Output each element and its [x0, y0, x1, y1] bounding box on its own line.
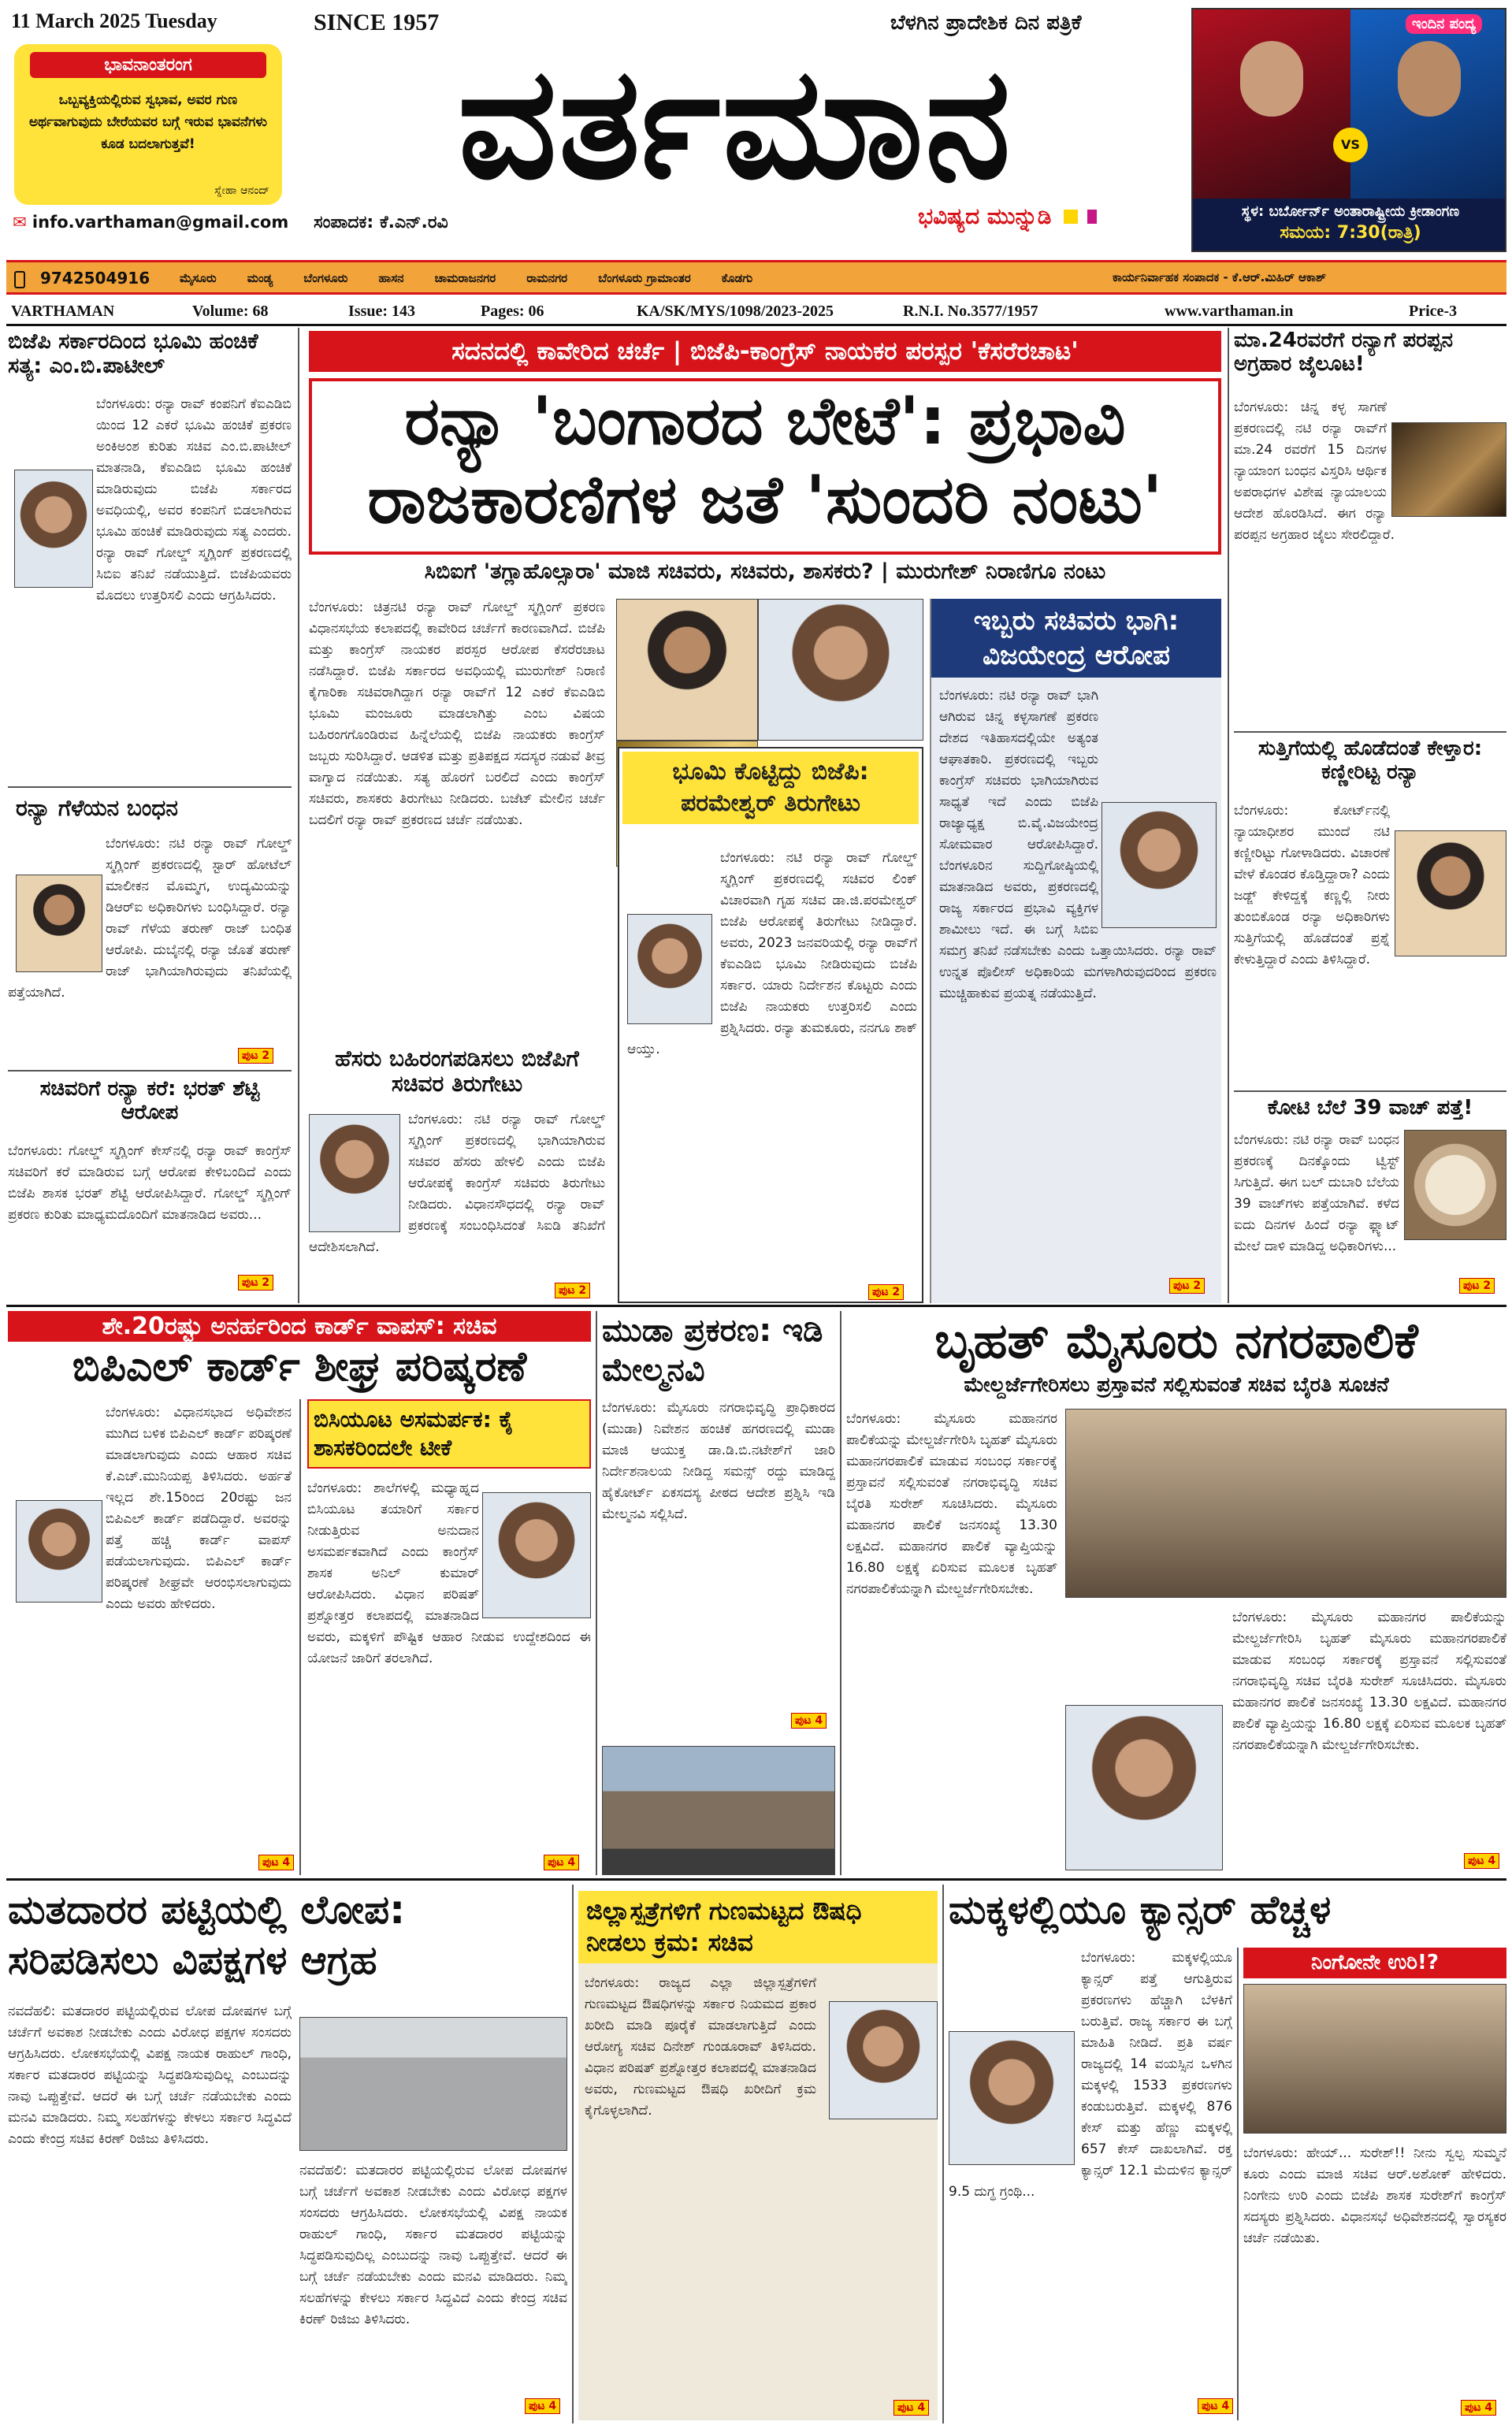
newspaper-title: ವರ್ತಮಾನ	[458, 34, 1012, 214]
quote-box	[14, 44, 282, 205]
medicine-photo-spacer	[816, 1973, 931, 2115]
masthead-motto	[918, 203, 1097, 230]
left-pg-link[interactable]: ಪುಟ 2	[238, 1048, 273, 1064]
bisiyoota-body	[307, 1478, 591, 1856]
muda-building-photo	[602, 1746, 835, 1875]
left-story-2-headline: ರನ್ಯಾ ಗೆಳೆಯನ ಬಂಧನ	[16, 795, 178, 821]
editor-name: ಸಂಪಾದಕ: ಕೆ.ಎನ್.ರವಿ	[314, 213, 448, 232]
info-bar	[6, 298, 1506, 326]
parameshwar-box	[618, 747, 923, 1303]
left-story-2-body	[8, 834, 292, 1046]
vijayendra-photo-spacer	[1098, 685, 1217, 922]
lead-subhead: ಸಿಬಿಐಗೆ 'ತಗ್ಲಾಹೊಲ್ಸಾರಾ' ಮಾಜಿ ಸಚಿವರು, ಸಚಿವರು, ಶಾಸಕರು? | ಮುರುಗೇಶ್ ನಿರಾಣಿಗೂ ನಂಟು	[424, 559, 1106, 584]
muda-headline: ಮುಡಾ ಪ್ರಕರಣ: ಇಡಿ ಮೇಲ್ಮನವಿ	[602, 1313, 823, 1388]
right-column	[1234, 329, 1506, 1298]
medicine-story	[578, 1891, 938, 2420]
left-story-3-body: ಬೆಂಗಳೂರು: ಗೋಲ್ಡ್ ಸ್ಮಗ್ಲಿಂಗ್ ಕೇಸ್‌ನಲ್ಲಿ ರನ್ಯಾ ರಾವ್ ಕಾಂಗ್ರೆಸ್ ಸಚಿವರಿಗೆ ಕರೆ ಮಾಡಿರುವ ಬಗ್ಗೆ ಆರೋಪ ಕೇಳಿಬಂದಿದೆ ಎಂದು ಬಿಜೆಪಿ ಶಾಸಕ ಭರತ್ ಶೆಟ್ಟಿ ಆರೋಪಿಸಿದ್ದಾರೆ. ಗೋಲ್ಡ್ ಸ್ಮಗ್ಲಿಂಗ್ ಪ್ರಕರಣ ಕುರಿತು ಮಾಧ್ಯಮದೊಂದಿಗೆ ಮಾತನಾಡಿದ ಅವರು...	[8, 1143, 292, 1223]
nav-phone[interactable]	[14, 269, 150, 288]
phone-icon	[14, 271, 25, 288]
row3-divider-1	[572, 1885, 574, 2423]
left-divider-2	[8, 1070, 292, 1072]
vijayendra-body	[939, 685, 1217, 1292]
right-story-3-photo-spacer	[1399, 1130, 1506, 1240]
vijayendra-text: ಬೆಂಗಳೂರು: ನಟಿ ರನ್ಯಾ ರಾವ್ ಭಾಗಿ ಆಗಿರುವ ಚಿನ್ನ ಕಳ್ಳಸಾಗಣೆ ಪ್ರಕರಣ ದೇಶದ ಇತಿಹಾಸದಲ್ಲಿಯೇ ಅತ್ಯಂತ ಆಘಾತಕಾರಿ. ಪ್ರಕರಣದಲ್ಲಿ ಇಬ್ಬರು ಕಾಂಗ್ರೆಸ್ ಸಚಿವರು ಭಾಗಿಯಾಗಿರುವ ಸಾಧ್ಯತೆ ಇದೆ ಎಂದು ಬಿಜೆಪಿ ರಾಜ್ಯಾಧ್ಯಕ್ಷ ಬಿ.ವೈ.ವಿಜಯೇಂದ್ರ ಸೋಮವಾರ ಆರೋಪಿಸಿದ್ದಾರೆ. ಬೆಂಗಳೂರಿನ ಸುದ್ದಿಗೋಷ್ಠಿಯಲ್ಲಿ ಮಾತನಾಡಿದ ಅವರು, ಪ್ರಕರಣದಲ್ಲಿ ರಾಜ್ಯ ಸರ್ಕಾರದ ಪ್ರಭಾವಿ ವ್ಯಕ್ತಿಗಳ ಶಾಮೀಲು ಇದೆ. ಈ ಬಗ್ಗೆ ಸಿಬಿಐ ಸಮಗ್ರ ತನಿಖೆ ನಡೆಸಬೇಕು ಎಂದು ಒತ್ತಾಯಿಸಿದರು. ರನ್ಯಾ ರಾವ್ ಉನ್ನತ ಪೊಲೀಸ್ ಅಧಿಕಾರಿಯ ಮಗಳಾಗಿರುವುದರಿಂದ ಪ್ರಕರಣ ಮುಚ್ಚಿಹಾಕುವ ಪ್ರಯತ್ನ ನಡೆಯುತ್ತಿದೆ.	[939, 688, 1217, 1001]
bpl-story	[8, 1311, 591, 1875]
since-label: SINCE 1957	[314, 9, 440, 35]
row2-divider-1	[596, 1311, 597, 1875]
bisiyoota-text: ಬೆಂಗಳೂರು: ಶಾಲೆಗಳಲ್ಲಿ ಮಧ್ಯಾಹ್ನದ ಬಿಸಿಯೂಟ ತಯಾರಿಗೆ ಸರ್ಕಾರ ನೀಡುತ್ತಿರುವ ಅನುದಾನ ಅಸಮರ್ಪಕವಾಗಿದೆ ಎಂದು ಕಾಂಗ್ರೆಸ್ ಶಾಸಕ ಅನಿಲ್ ಕುಮಾರ್ ಆರೋಪಿಸಿದರು. ವಿಧಾನ ಪರಿಷತ್ ಪ್ರಶ್ನೋತ್ತರ ಕಲಾಪದಲ್ಲಿ ಮಾತನಾಡಿದ ಅವರು, ಮಕ್ಕಳಿಗೆ ಪೌಷ್ಟಿಕ ಆಹಾರ ನೀಡುವ ಉದ್ದೇಶದಿಂದ ಈ ಯೋಜನೆ ಜಾರಿಗೆ ತರಲಾಗಿದೆ.	[307, 1480, 591, 1666]
mysuru-headline: ಬೃಹತ್ ಮೈಸೂರು ನಗರಪಾಲಿಕೆ	[934, 1312, 1418, 1369]
medicine-text: ಬೆಂಗಳೂರು: ರಾಜ್ಯದ ಎಲ್ಲಾ ಜಿಲ್ಲಾಸ್ಪತ್ರೆಗಳಿಗೆ ಗುಣಮಟ್ಟದ ಔಷಧಿಗಳನ್ನು ಸರ್ಕಾರ ನಿಯಮದ ಪ್ರಕಾರ ಖರೀದಿ ಮಾಡಿ ಪೂರೈಕೆ ಮಾಡಲಾಗುತ್ತಿದೆ ಎಂದು ಆರೋಗ್ಯ ಸಚಿವ ದಿನೇಶ್ ಗುಂಡೂರಾವ್ ತಿಳಿಸಿದರು. ವಿಧಾನ ಪರಿಷತ್ ಪ್ರಶ್ನೋತ್ತರ ಕಲಾಪದಲ್ಲಿ ಮಾತನಾಡಿದ ಅವರು, ಗುಣಮಟ್ಟದ ಔಷಧಿ ಖರೀದಿಗೆ ಕ್ರಮ ಕೈಗೊಳ್ಳಲಾಗಿದೆ.	[585, 1975, 816, 2119]
quote-box-author: ಸ್ನೇಹಾ ಆನಂದ್	[214, 184, 269, 197]
cancer-body	[949, 1948, 1232, 2419]
bisiyoota-headline: ಬಿಸಿಯೂಟ ಅಸಮರ್ಪಕ: ಕೈ ಶಾಸಕರಿಂದಲೇ ಟೀಕೆ	[307, 1399, 591, 1469]
mysuru-story	[846, 1311, 1506, 1875]
right-story-2-text: ಬೆಂಗಳೂರು: ಕೋರ್ಟ್‌ನಲ್ಲಿ ನ್ಯಾಯಾಧೀಶರ ಮುಂದೆ ನಟಿ ಕಣ್ಣೀರಿಟ್ಟು ಗೋಳಾಡಿದರು. ವಿಚಾರಣೆ ವೇಳೆ ಕೊಂಡರ ಕೊಡ್ತಿದ್ದಾರಾ? ಎಂದು ಜಡ್ಜ್ ಕೇಳಿದ್ದಕ್ಕೆ ಕಣ್ಣಲ್ಲಿ ನೀರು ತುಂಬಿಕೊಂಡ ರನ್ಯಾ ಅಧಿಕಾರಿಗಳು ಸುತ್ತಿಗೆಯಲ್ಲಿ ಹೊಡೆದಂತೆ ಪ್ರಶ್ನೆ ಕೇಳುತ್ತಿದ್ದಾರೆ ಎಂದು ತಿಳಿಸಿದ್ದಾರೆ.	[1234, 803, 1390, 968]
left-column	[8, 329, 292, 1298]
cricket-ad[interactable]	[1191, 8, 1506, 252]
lead-headline-box	[309, 378, 1221, 555]
info-volume: Volume: 68	[192, 303, 269, 320]
ad-header: ಇಂದಿನ ಪಂದ್ಯ	[1406, 14, 1482, 34]
ad-face-left	[1240, 41, 1303, 117]
voters-headline-2: ಸರಿಪಡಿಸಲು ವಿಪಕ್ಷಗಳ ಆಗ್ರಹ	[8, 1937, 377, 1983]
right-divider-2	[1234, 1090, 1506, 1092]
ninge-pg[interactable]: ಪುಟ 4	[1461, 2400, 1496, 2416]
section-rule-1	[6, 1305, 1506, 1307]
info-name: VARTHAMAN	[11, 303, 115, 320]
nav-bar	[6, 260, 1506, 295]
column-divider	[298, 328, 299, 1303]
mysuru-pg[interactable]: ಪುಟ 4	[1464, 1853, 1499, 1869]
byrathi-photo	[1065, 1705, 1223, 1870]
lead-headline-line-2: ರಾಜಕಾರಣಿಗಳ ಜತೆ 'ಸುಂದರಿ ನಂಟು'	[367, 461, 1163, 538]
right-story-2-headline: ಸುತ್ತಿಗೆಯಲ್ಲಿ ಹೊಡೆದಂತೆ ಕೇಳ್ತಾರ: ಕಣ್ಣೀರಿಟ್ಟ ರನ್ಯಾ	[1258, 737, 1483, 784]
assembly-photo	[1243, 1984, 1506, 2134]
parameshwar-photo-spacer	[627, 848, 720, 1034]
right-story-3-headline: ಕೋಟಿ ಬೆಲೆ 39 ವಾಚ್ ಪತ್ತೆ!	[1267, 1096, 1473, 1120]
right-story-1-body	[1234, 397, 1506, 728]
cancer-photo-spacer	[949, 1948, 1081, 2170]
right-column-divider	[1228, 328, 1229, 1303]
bpl-pg[interactable]: ಪುಟ 4	[258, 1855, 294, 1870]
email-contact[interactable]	[13, 213, 288, 232]
nav-item-bengaluru[interactable]: ಬೆಂಗಳೂರು	[303, 271, 348, 285]
ninge-story	[1243, 1948, 1506, 2420]
bpl-text: ಬೆಂಗಳೂರು: ವಿಧಾನಸಭಾದ ಅಧಿವೇಶನ ಮುಗಿದ ಬಳಿಕ ಬಿಪಿಎಲ್ ಕಾರ್ಡ್ ಪರಿಷ್ಕರಣೆ ಮಾಡಲಾಗುವುದು ಎಂದು ಆಹಾರ ಸಚಿವ ಕೆ.ಎಚ್.ಮುನಿಯಪ್ಪ ತಿಳಿಸಿದರು. ಅರ್ಹತೆ ಇಲ್ಲದ ಶೇ.15ರಿಂದ 20ರಷ್ಟು ಜನ ಬಿಪಿಎಲ್ ಕಾರ್ಡ್ ಪಡೆದಿದ್ದಾರೆ. ಅವರನ್ನು ಪತ್ತೆ ಹಚ್ಚಿ ಕಾರ್ಡ್ ವಾಪಸ್ ಪಡೆಯಲಾಗುವುದು. ಬಿಪಿಎಲ್ ಕಾರ್ಡ್ ಪರಿಷ್ಕರಣೆ ಶೀಘ್ರವೇ ಆರಂಭಿಸಲಾಗುವುದು ಎಂದು ಅವರು ಹೇಳಿದರು.	[106, 1405, 292, 1612]
parameshwar-box-text: ಬೆಂಗಳೂರು: ನಟಿ ರನ್ಯಾ ರಾವ್ ಗೋಲ್ಡ್ ಸ್ಮಗ್ಲಿಂಗ್ ಪ್ರಕರಣದಲ್ಲಿ ಸಚಿವರ ಲಿಂಕ್ ವಿಚಾರವಾಗಿ ಗೃಹ ಸಚಿವ ಡಾ.ಜಿ.ಪರಮೇಶ್ವರ್ ಬಿಜೆಪಿ ಆರೋಪಕ್ಕೆ ತಿರುಗೇಟು ನೀಡಿದ್ದಾರೆ. ಅವರು, 2023 ಜನವರಿಯಲ್ಲಿ ರನ್ಯಾ ರಾವ್‌ಗೆ ಕೆಐಎಡಿಬಿ ಭೂಮಿ ನೀಡಿರುವುದು ಬಿಜೆಪಿ ಸರ್ಕಾರ. ಯಾರು ನಿರ್ದೇಶನ ಕೊಟ್ಟರು ಎಂದು ಬಿಜೆಪಿ ನಾಯಕರು ಉತ್ತರಿಸಲಿ ಎಂದು ಪ್ರಶ್ನಿಸಿದರು. ರನ್ಯಾ ತುಮಕೂರು, ನನಗೂ ಶಾಕ್ ಆಯ್ತು.	[627, 850, 917, 1057]
cancer-text: ಬೆಂಗಳೂರು: ಮಕ್ಕಳಲ್ಲಿಯೂ ಕ್ಯಾನ್ಸರ್ ಪತ್ತೆ ಆಗುತ್ತಿರುವ ಪ್ರಕರಣಗಳು ಹೆಚ್ಚಾಗಿ ಬೆಳಕಿಗೆ ಬರುತ್ತಿವೆ. ರಾಜ್ಯ ಸರ್ಕಾರ ಈ ಬಗ್ಗೆ ಮಾಹಿತಿ ನೀಡಿದೆ. ಪ್ರತಿ ವರ್ಷ ರಾಜ್ಯದಲ್ಲಿ 14 ವಯಸ್ಸಿನ ಒಳಗಿನ ಮಕ್ಕಳಲ್ಲಿ 1533 ಪ್ರಕರಣಗಳು ಕಂಡುಬರುತ್ತಿವೆ. ಮಕ್ಕಳಲ್ಲಿ 876 ಕೇಸ್ ಮತ್ತು ಹೆಣ್ಣು ಮಕ್ಕಳಲ್ಲಿ 657 ಕೇಸ್ ದಾಖಲಾಗಿವೆ. ರಕ್ತ ಕ್ಯಾನ್ಸರ್ 12.1 ಮೆದುಳಿನ ಕ್ಯಾನ್ಸರ್ 9.5 ದುಗ್ಧ ಗ್ರಂಥಿ...	[949, 1950, 1232, 2200]
row3-divider-2	[942, 1885, 944, 2423]
vijayendra-story	[930, 599, 1221, 1303]
masthead-tagline: ಬೆಳಗಿನ ಪ್ರಾದೇಶಿಕ ದಿನ ಪತ್ರಿಕೆ	[890, 11, 1082, 35]
phone-number: 9742504916	[39, 269, 150, 288]
info-web[interactable]: www.varthaman.in	[1165, 303, 1294, 320]
voters-headline-1: ಮತದಾರರ ಪಟ್ಟಿಯಲ್ಲಿ ಲೋಪ:	[8, 1887, 406, 1933]
right-story-3-body	[1234, 1130, 1506, 1284]
nav-item-ramanagara[interactable]: ರಾಮನಗರ	[526, 271, 568, 285]
info-price: Price-3	[1409, 303, 1458, 320]
right-story-2-photo-spacer	[1390, 800, 1506, 966]
cancer-pg[interactable]: ಪುಟ 4	[1198, 2398, 1233, 2414]
lead-headline-line-1: ರನ್ಯಾ 'ಬಂಗಾರದ ಬೇಟೆ': ಪ್ರಭಾವಿ	[404, 382, 1126, 459]
motto-arrow-icon	[1064, 210, 1078, 224]
voters-body: ನವದೆಹಲಿ: ಮತದಾರರ ಪಟ್ಟಿಯಲ್ಲಿರುವ ಲೋಪ ದೋಷಗಳ ಬಗ್ಗೆ ಚರ್ಚೆಗೆ ಅವಕಾಶ ನೀಡಬೇಕು ಎಂದು ವಿರೋಧ ಪಕ್ಷಗಳ ಸಂಸದರು ಆಗ್ರಹಿಸಿದರು. ಲೋಕಸಭೆಯಲ್ಲಿ ವಿಪಕ್ಷ ನಾಯಕ ರಾಹುಲ್ ಗಾಂಧಿ, ಸರ್ಕಾರ ಮತದಾರರ ಪಟ್ಟಿಯನ್ನು ಸಿದ್ಧಪಡಿಸುವುದಿಲ್ಲ ಎಂಬುದನ್ನು ನಾವು ಒಪ್ಪುತ್ತೇವೆ. ಆದರೆ ಈ ಬಗ್ಗೆ ಚರ್ಚೆ ನಡೆಯಬೇಕು ಎಂದು ಮನವಿ ಮಾಡಿದರು. ನಿಮ್ಮ ಸಲಹೆಗಳನ್ನು ಕೇಳಲು ಸರ್ಕಾರ ಸಿದ್ಧವಿದೆ ಎಂದು ಕೇಂದ್ರ ಸಚಿವ ಕಿರಣ್ ರಿಜಿಜು ತಿಳಿಸಿದರು.	[8, 2004, 292, 2147]
vijayendra-pg[interactable]: ಪುಟ 2	[1169, 1278, 1205, 1294]
cancer-inner-divider	[1237, 1948, 1239, 2420]
cancer-headline: ಮಕ್ಕಳಲ್ಲಿಯೂ ಕ್ಯಾನ್ಸರ್ ಹೆಚ್ಚಳ	[949, 1887, 1332, 1933]
lead-mid-body	[309, 1109, 605, 1298]
lead-mid-headline: ಹೆಸರು ಬಹಿರಂಗಪಡಿಸಲು ಬಿಜೆಪಿಗೆ ಸಚಿವರ ತಿರುಗೇಟು	[335, 1046, 579, 1098]
ranya-portrait-photo	[758, 599, 923, 741]
info-rni: R.N.I. No.3577/1957	[903, 303, 1038, 320]
ad-footer	[1193, 199, 1506, 252]
medicine-body	[585, 1973, 931, 2406]
quote-box-text: ಒಬ್ಬವ್ಯಕ್ತಿಯಲ್ಲಿರುವ ಸ್ವಭಾವ, ಅವರ ಗುಣ ಅರ್ಥವಾಗುವುದು ಬೇರೆಯವರ ಬಗ್ಗೆ ಇರುವ ಭಾವನೆಗಳು ಕೂಡ ಬದಲಾಗುತ್ತವೆ!	[28, 92, 268, 152]
bpl-kicker: ಶೇ.20ರಷ್ಟು ಅನರ್ಹರಿಂದ ಕಾರ್ಡ್ ವಾಪಸ್: ಸಚಿವ	[8, 1311, 591, 1342]
nav-items	[180, 270, 779, 285]
mysuru-body-cont: ಬೆಂಗಳೂರು: ಮೈಸೂರು ಮಹಾನಗರ ಪಾಲಿಕೆಯನ್ನು ಮೇಲ್ದರ್ಜೆಗೇರಿಸಿ ಬೃಹತ್ ಮೈಸೂರು ಮಹಾನಗರಪಾಲಿಕೆ ಮಾಡುವ ಸಂಬಂಧ ಸರ್ಕಾರಕ್ಕೆ ಪ್ರಸ್ತಾವನೆ ಸಲ್ಲಿಸುವಂತೆ ನಗರಾಭಿವೃದ್ಧಿ ಸಚಿವ ಬೈರತಿ ಸುರೇಶ್ ಸೂಚಿಸಿದರು. ಮೈಸೂರು ಮಹಾನಗರ ಪಾಲಿಕೆ ಜನಸಂಖ್ಯೆ 13.30 ಲಕ್ಷವಿದೆ. ಮಹಾನಗರ ಪಾಲಿಕೆ ವ್ಯಾಪ್ತಿಯನ್ನು 16.80 ಲಕ್ಷಕ್ಕೆ ಏರಿಸುವ ಮೂಲಕ ಬೃಹತ್ ನಗರಪಾಲಿಕೆಯನ್ನಾಗಿ ಮೇಲ್ದರ್ಜೆಗೇರಿಸಬೇಕು.	[1232, 1610, 1506, 1753]
nav-item-chamarajanagar[interactable]: ಚಾಮರಾಜನಗರ	[434, 271, 496, 285]
left-story-3-headline: ಸಚಿವರಿಗೆ ರನ್ಯಾ ಕರೆ: ಭರತ್ ಶೆಟ್ಟಿ ಆರೋಪ	[39, 1077, 260, 1124]
left-divider-1	[8, 786, 292, 788]
info-pages: Pages: 06	[481, 303, 544, 320]
ninge-headline: ನಿಂಗೋನೇ ಉರಿ!?	[1243, 1948, 1506, 1978]
right-pg-link[interactable]: ಪುಟ 2	[1459, 1278, 1495, 1294]
left-story-1-text: ಬೆಂಗಳೂರು: ರನ್ಯಾ ರಾವ್ ಕಂಪನಿಗೆ ಕೆಐಎಡಿಬಿ ಯಿಂದ 12 ಎಕರೆ ಭೂಮಿ ಹಂಚಿಕೆ ಪ್ರಕರಣ ಅಂಕಿಅಂಶ ಕುರಿತು ಸಚಿವ ಎಂ.ಬಿ.ಪಾಟೀಲ್ ಮಾತನಾಡಿ, ಕೆಐಎಡಿಬಿ ಭೂಮಿ ಹಂಚಿಕೆ ಮಾಡಿರುವುದು ಬಿಜೆಪಿ ಸರ್ಕಾರದ ಅವಧಿಯಲ್ಲಿ, ಅವರ ಕಂಪನಿಗೆ ಬಿಡಲಾಗಿರುವ ಭೂಮಿ ಹಂಚಿಕೆ ಮಾಡಿರುವುದು ಸತ್ಯ ಎಂದರು. ರನ್ಯಾ ರಾವ್ ಗೋಲ್ಡ್ ಸ್ಮಗ್ಲಿಂಗ್ ಪ್ರಕರಣದಲ್ಲಿ ಸಿಬಿಐ ತನಿಖೆ ನಡೆಯುತ್ತಿದೆ. ಬಿಜೆಪಿಯವರು ಮೊದಲು ಉತ್ತರಿಸಲಿ ಎಂದು ಆಗ್ರಹಿಸಿದರು.	[96, 396, 292, 604]
bisiyoota-story	[307, 1399, 591, 1875]
right-story-1-headline: ಮಾ.24ರವರೆಗೆ ರನ್ಯಾಗೆ ಪರಪ್ಪನ ಅಗ್ರಹಾರ ಜೈಲೂಟ!	[1234, 329, 1454, 376]
info-reg: KA/SK/MYS/1098/2023-2025	[637, 303, 834, 320]
right-story-1-photo-spacer	[1387, 397, 1506, 523]
quote-box-title: ಭಾವನಾಂತರಂಗ	[30, 52, 266, 78]
mail-icon: ✉	[13, 213, 27, 232]
email-text: info.varthaman@gmail.com	[32, 213, 289, 232]
left-story-2-photo-spacer	[8, 834, 106, 975]
bpl-photo-spacer	[8, 1402, 106, 1610]
right-story-1-text: ಬೆಂಗಳೂರು: ಚಿನ್ನ ಕಳ್ಳ ಸಾಗಣೆ ಪ್ರಕರಣದಲ್ಲಿ ನಟಿ ರನ್ಯಾ ರಾವ್‌ಗೆ ಮಾ.24 ರವರೆಗೆ 15 ದಿನಗಳ ನ್ಯಾಯಾಂಗ ಬಂಧನ ವಿಸ್ತರಿಸಿ ಆರ್ಥಿಕ ಅಪರಾಧಗಳ ವಿಶೇಷ ನ್ಯಾಯಾಲಯ ಆದೇಶ ಹೊರಡಿಸಿದೆ. ಈಗ ರನ್ಯಾ ಪರಪ್ಪನ ಅಗ್ರಹಾರ ಜೈಲು ಸೇರಲಿದ್ದಾರೆ.	[1234, 399, 1395, 543]
voters-list-story	[8, 1885, 567, 2420]
right-story-3-text: ಬೆಂಗಳೂರು: ನಟಿ ರನ್ಯಾ ರಾವ್ ಬಂಧನ ಪ್ರಕರಣಕ್ಕೆ ದಿನಕ್ಕೊಂದು ಟ್ವಿಸ್ಟ್ ಸಿಗುತ್ತಿದೆ. ಈಗ ಬಲ್ ದುಬಾರಿ ಬೆಲೆಯ 39 ವಾಚ್‌ಗಳು ಪತ್ತೆಯಾಗಿವೆ. ಕಳೆದ ಐದು ದಿನಗಳ ಹಿಂದೆ ರನ್ಯಾ ಫ್ಲ್ಯಾಟ್ ಮೇಲೆ ದಾಳಿ ಮಾಡಿದ್ದ ಅಧಿಕಾರಿಗಳು...	[1234, 1132, 1399, 1254]
lead-mid-text: ಬೆಂಗಳೂರು: ನಟಿ ರನ್ಯಾ ರಾವ್ ಗೋಲ್ಡ್ ಸ್ಮಗ್ಲಿಂಗ್ ಪ್ರಕರಣದಲ್ಲಿ ಭಾಗಿಯಾಗಿರುವ ಸಚಿವರ ಹೆಸರು ಹೇಳಲಿ ಎಂದು ಬಿಜೆಪಿ ಆರೋಪಕ್ಕೆ ಕಾಂಗ್ರೆಸ್ ಸಚಿವರು ತಿರುಗೇಟು ನೀಡಿದರು. ವಿಧಾನಸೌಧದಲ್ಲಿ ರನ್ಯಾ ರಾವ್ ಪ್ರಕರಣಕ್ಕೆ ಸಂಬಂಧಿಸಿದಂತೆ ಸಿಐಡಿ ತನಿಖೆಗೆ ಆದೇಶಿಸಲಾಗಿದೆ.	[309, 1112, 605, 1255]
muda-body: ಬೆಂಗಳೂರು: ಮೈಸೂರು ನಗರಾಭಿವೃದ್ಧಿ ಪ್ರಾಧಿಕಾರದ (ಮುಡಾ) ನಿವೇಶನ ಹಂಚಿಕೆ ಹಗರಣದಲ್ಲಿ ಮುಡಾ ಮಾಜಿ ಆಯುಕ್ತ ಡಾ.ಡಿ.ಬಿ.ನಟೇಶ್‌ಗೆ ಜಾರಿ ನಿರ್ದೇಶನಾಲಯ ನೀಡಿದ್ದ ಸಮನ್ಸ್ ರದ್ದು ಮಾಡಿದ್ದ ಹೈಕೋರ್ಟ್ ಏಕಸದಸ್ಯ ಪೀಠದ ಆದೇಶ ಪ್ರಶ್ನಿಸಿ ಇಡಿ ಮೇಲ್ಮನವಿ ಸಲ್ಲಿಸಿದೆ.	[602, 1400, 835, 1522]
row2-divider-2	[840, 1311, 841, 1875]
meeting-photo	[1065, 1409, 1506, 1598]
muda-pg[interactable]: ಪುಟ 4	[791, 1713, 827, 1729]
nav-item-mysuru[interactable]: ಮೈಸೂರು	[180, 271, 217, 285]
nav-item-bengaluru-rural[interactable]: ಬೆಂಗಳೂರು ಗ್ರಾಮಾಂತರ	[598, 271, 691, 285]
info-issue: Issue: 143	[348, 303, 416, 320]
muda-story	[602, 1311, 835, 1875]
voters-body-cont: ನವದೆಹಲಿ: ಮತದಾರರ ಪಟ್ಟಿಯಲ್ಲಿರುವ ಲೋಪ ದೋಷಗಳ ಬಗ್ಗೆ ಚರ್ಚೆಗೆ ಅವಕಾಶ ನೀಡಬೇಕು ಎಂದು ವಿರೋಧ ಪಕ್ಷಗಳ ಸಂಸದರು ಆಗ್ರಹಿಸಿದರು. ಲೋಕಸಭೆಯಲ್ಲಿ ವಿಪಕ್ಷ ನಾಯಕ ರಾಹುಲ್ ಗಾಂಧಿ, ಸರ್ಕಾರ ಮತದಾರರ ಪಟ್ಟಿಯನ್ನು ಸಿದ್ಧಪಡಿಸುವುದಿಲ್ಲ ಎಂಬುದನ್ನು ನಾವು ಒಪ್ಪುತ್ತೇವೆ. ಆದರೆ ಈ ಬಗ್ಗೆ ಚರ್ಚೆ ನಡೆಯಬೇಕು ಎಂದು ಮನವಿ ಮಾಡಿದರು. ನಿಮ್ಮ ಸಲಹೆಗಳನ್ನು ಕೇಳಲು ಸರ್ಕಾರ ಸಿದ್ಧವಿದೆ ಎಂದು ಕೇಂದ್ರ ಸಚಿವ ಕಿರಣ್ ರಿಜಿಜು ತಿಳಿಸಿದರು.	[299, 2163, 567, 2327]
parliament-photo	[299, 2017, 567, 2151]
ad-face-right	[1398, 41, 1461, 117]
nav-exec-editor: ಕಾರ್ಯನಿರ್ವಾಹಕ ಸಂಪಾದಕ - ಕೆ.ಆರ್.ಮಿಹಿರ್ ಆಕಾಶ್	[1113, 270, 1327, 284]
parameshwar-box-pg[interactable]: ಪುಟ 2	[868, 1284, 904, 1300]
right-divider-1	[1234, 731, 1506, 733]
motto-arrow-icon-2	[1087, 210, 1097, 224]
bpl-body	[8, 1402, 292, 1867]
parameshwar-box-body	[627, 848, 917, 1297]
voters-pg[interactable]: ಪುಟ 4	[525, 2398, 560, 2414]
nav-item-kodagu[interactable]: ಕೊಡಗು	[721, 271, 753, 285]
bisiyoota-pg[interactable]: ಪುಟ 4	[544, 1855, 579, 1870]
lead-mid-pg[interactable]: ಪುಟ 2	[555, 1283, 590, 1298]
ninge-body: ಬೆಂಗಳೂರು: ಹೇಯ್... ಸುರೇಶ್!! ನೀನು ಸ್ವಲ್ಪ ಸುಮ್ಮನೆ ಕೂರು ಎಂದು ಮಾಜಿ ಸಚಿವ ಆರ್.ಅಶೋಕ್ ಹೇಳಿದರು. ನಿಂಗೇನು ಉರಿ ಎಂದು ಬಿಜೆಪಿ ಶಾಸಕ ಸುರೇಶ್‌ಗೆ ಕಾಂಗ್ರೆಸ್ ಸದಸ್ಯರು ಪ್ರಶ್ನಿಸಿದರು. ವಿಧಾನಸಭೆ ಅಧಿವೇಶನದಲ್ಲಿ ಸ್ವಾರಸ್ಯಕರ ಚರ್ಚೆ ನಡೆಯಿತು.	[1243, 2145, 1506, 2246]
lead-banner: ಸದನದಲ್ಲಿ ಕಾವೇರಿದ ಚರ್ಚೆ | ಬಿಜೆಪಿ-ಕಾಂಗ್ರೆಸ್ ನಾಯಕರ ಪರಸ್ಪರ 'ಕೆಸರೆರಚಾಟ'	[309, 331, 1221, 372]
left-story-1-body	[8, 394, 292, 654]
left-pg-link-2[interactable]: ಪುಟ 2	[238, 1275, 273, 1291]
ad-vs: VS	[1333, 128, 1368, 162]
left-story-1-photo-spacer	[8, 394, 96, 591]
motto-text: ಭವಿಷ್ಯದ ಮುನ್ನುಡಿ	[918, 203, 1052, 229]
medicine-pg[interactable]: ಪುಟ 4	[893, 2400, 929, 2416]
mysuru-body: ಬೆಂಗಳೂರು: ಮೈಸೂರು ಮಹಾನಗರ ಪಾಲಿಕೆಯನ್ನು ಮೇಲ್ದರ್ಜೆಗೇರಿಸಿ ಬೃಹತ್ ಮೈಸೂರು ಮಹಾನಗರಪಾಲಿಕೆ ಮಾಡುವ ಸಂಬಂಧ ಸರ್ಕಾರಕ್ಕೆ ಪ್ರಸ್ತಾವನೆ ಸಲ್ಲಿಸುವಂತೆ ನಗರಾಭಿವೃದ್ಧಿ ಸಚಿವ ಬೈರತಿ ಸುರೇಶ್ ಸೂಚಿಸಿದರು. ಮೈಸೂರು ಮಹಾನಗರ ಪಾಲಿಕೆ ಜನಸಂಖ್ಯೆ 13.30 ಲಕ್ಷವಿದೆ. ಮಹಾನಗರ ಪಾಲಿಕೆ ವ್ಯಾಪ್ತಿಯನ್ನು 16.80 ಲಕ್ಷಕ್ಕೆ ಏರಿಸುವ ಮೂಲಕ ಬೃಹತ್ ನಗರಪಾಲಿಕೆಯನ್ನಾಗಿ ಮೇಲ್ದರ್ಜೆಗೇರಿಸಬೇಕು.	[846, 1411, 1057, 1597]
cancer-story	[949, 1885, 1506, 2420]
lead-mid-story	[309, 1046, 605, 1303]
ad-venue: ಸ್ಥಳ: ಬರ್ಬೋರ್ನ್ ಅಂತಾರಾಷ್ಟ್ರೀಯ ಕ್ರೀಡಾಂಗಣ	[1241, 203, 1460, 220]
bpl-headline: ಬಿಪಿಎಲ್ ಕಾರ್ಡ್ ಶೀಘ್ರ ಪರಿಷ್ಕರಣೆ	[72, 1343, 527, 1391]
bpl-inner-divider	[299, 1399, 301, 1875]
nav-item-mandya[interactable]: ಮಂಡ್ಯ	[247, 271, 273, 285]
medicine-headline: ಜಿಲ್ಲಾಸ್ಪತ್ರೆಗಳಿಗೆ ಗುಣಮಟ್ಟದ ಔಷಧಿ ನೀಡಲು ಕ್ರಮ: ಸಚಿವ	[578, 1891, 938, 1963]
issue-date: 11 March 2025 Tuesday	[11, 9, 217, 32]
ranya-gold-photo	[616, 599, 758, 741]
lead-mid-photo-spacer	[309, 1109, 408, 1232]
parameshwar-box-headline: ಭೂಮಿ ಕೊಟ್ಟಿದ್ದು ಬಿಜೆಪಿ: ಪರಮೇಶ್ವರ್ ತಿರುಗೇಟು	[622, 752, 919, 824]
vijayendra-headline: ಇಬ್ಬರು ಸಚಿವರು ಭಾಗಿ: ವಿಜಯೇಂದ್ರ ಆರೋಪ	[931, 599, 1221, 678]
mysuru-subhead: ಮೇಲ್ದರ್ಜೆಗೇರಿಸಲು ಪ್ರಸ್ತಾವನೆ ಸಲ್ಲಿಸುವಂತೆ ಸಚಿವ ಬೈರತಿ ಸೂಚನೆ	[964, 1373, 1389, 1397]
right-story-2-body	[1234, 800, 1506, 1084]
left-story-1-headline: ಬಿಜೆಪಿ ಸರ್ಕಾರದಿಂದ ಭೂಮಿ ಹಂಚಿಕೆ ಸತ್ಯ: ಎಂ.ಬಿ.ಪಾಟೀಲ್	[8, 329, 258, 379]
section-rule-2	[6, 1878, 1506, 1881]
bisiyoota-photo-spacer	[479, 1478, 591, 1623]
ad-time: ಸಮಯ: 7:30(ರಾತ್ರಿ)	[1280, 223, 1421, 243]
lead-body: ಬೆಂಗಳೂರು: ಚಿತ್ರನಟಿ ರನ್ಯಾ ರಾವ್ ಗೋಲ್ಡ್ ಸ್ಮಗ್ಲಿಂಗ್ ಪ್ರಕರಣ ವಿಧಾನಸಭೆಯ ಕಲಾಪದಲ್ಲಿ ಕಾವೇರಿದ ಚರ್ಚೆಗೆ ಕಾರಣವಾಗಿದೆ. ಬಿಜೆಪಿ ಮತ್ತು ಕಾಂಗ್ರೆಸ್ ನಾಯಕರ ಪರಸ್ಪರ ಆರೋಪ ಕೆಸರೆರಚಾಟ ನಡೆಸಿದ್ದಾರೆ. ಬಿಜೆಪಿ ಸರ್ಕಾರದ ಅವಧಿಯಲ್ಲಿ ಮುರುಗೇಶ್ ನಿರಾಣಿ ಕೈಗಾರಿಕಾ ಸಚಿವರಾಗಿದ್ದಾಗ ರನ್ಯಾ ರಾವ್‌ಗೆ 12 ಎಕರೆ ಕೆಐಎಡಿಬಿ ಭೂಮಿ ಮಂಜೂರು ಮಾಡಲಾಗಿತ್ತು ಎಂಬ ವಿಷಯ ಬಹಿರಂಗಗೊಂಡಿರುವ ಹಿನ್ನೆಲೆಯಲ್ಲಿ ಬಿಜೆಪಿ ನಾಯಕರು ಕಾಂಗ್ರೆಸ್ ಜಬ್ಬರು ಸುರಿಸಿದ್ದಾರೆ. ಆಡಳಿತ ಮತ್ತು ಪ್ರತಿಪಕ್ಷದ ಸದಸ್ಯರ ನಡುವೆ ತೀವ್ರ ವಾಗ್ವಾದ ನಡೆಯಿತು. ಸತ್ಯ ಹೊರಗೆ ಬರಲಿದೆ ಎಂದು ಕಾಂಗ್ರೆಸ್ ಸಚಿವರು, ಶಾಸಕರು ತಿರುಗೇಟು ನೀಡಿದರು. ಬಜೆಟ್ ಮೇಲಿನ ಚರ್ಚೆ ಬದಲಿಗೆ ರನ್ಯಾ ರಾವ್ ಪ್ರಕರಣದ ಚರ್ಚೆ ನಡೆಯಿತು.	[309, 600, 605, 828]
left-story-2-text: ಬೆಂಗಳೂರು: ನಟಿ ರನ್ಯಾ ರಾವ್ ಗೋಲ್ಡ್ ಸ್ಮಗ್ಲಿಂಗ್ ಪ್ರಕರಣದಲ್ಲಿ ಸ್ಟಾರ್ ಹೋಟೆಲ್ ಮಾಲೀಕನ ಮೊಮ್ಮಗ, ಉದ್ಯಮಿಯನ್ನು ಡಿಆರ್‌ಐ ಅಧಿಕಾರಿಗಳು ಬಂಧಿಸಿದ್ದಾರೆ. ರನ್ಯಾ ರಾವ್ ಗೆಳೆಯ ತರುಣ್ ರಾಜ್ ಬಂಧಿತ ಆರೋಪಿ. ದುಬೈನಲ್ಲಿ ರನ್ಯಾ ಜೊತೆ ತರುಣ್ ರಾಜ್ ಭಾಗಿಯಾಗಿರುವುದು ತನಿಖೆಯಲ್ಲಿ ಪತ್ತೆಯಾಗಿದೆ.	[8, 836, 292, 1001]
nav-item-hassan[interactable]: ಹಾಸನ	[378, 271, 404, 285]
